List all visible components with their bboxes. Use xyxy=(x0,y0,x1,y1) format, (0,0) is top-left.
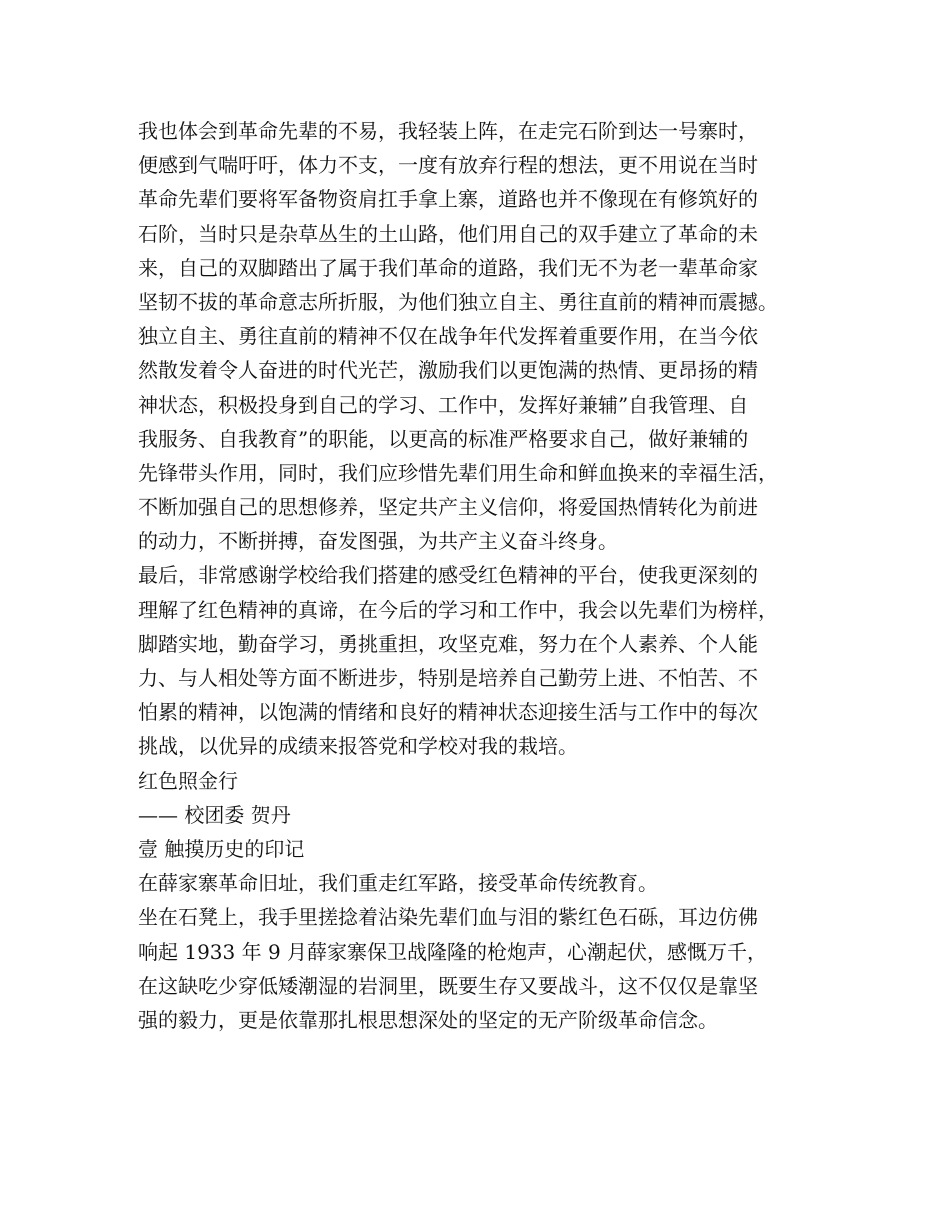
text-line: 响起 1933 年 9 月薛家寨保卫战隆隆的枪炮声，心潮起伏，感慨万千， xyxy=(138,939,768,964)
text-line: 的动力，不断拼搏，奋发图强，为共产主义奋斗终身。 xyxy=(138,529,618,554)
text-line: 在薛家寨革命旧址，我们重走红军路，接受革命传统教育。 xyxy=(138,871,658,896)
body-text xyxy=(138,114,838,1037)
text-line: 挑战，以优异的成绩来报答党和学校对我的栽培。 xyxy=(138,734,578,759)
text-line: 坚韧不拔的革命意志所折服，为他们独立自主、勇往直前的精神而震撼。 xyxy=(138,289,778,314)
text-line: 强的毅力，更是依靠那扎根思想深处的坚定的无产阶级革命信念。 xyxy=(138,1007,718,1032)
text-line: 革命先辈们要将军备物资肩扛手拿上寨，道路也并不像现在有修筑好的 xyxy=(138,187,758,212)
text-line: 坐在石凳上，我手里搓捻着沾染先辈们血与泪的紫红色石砾，耳边仿佛 xyxy=(138,905,758,930)
text-line: 独立自主、勇往直前的精神不仅在战争年代发挥着重要作用，在当今依 xyxy=(138,324,758,349)
text-line: 不断加强自己的思想修养，坚定共产主义信仰，将爱国热情转化为前进 xyxy=(138,495,758,520)
text-line: 然散发着令人奋进的时代光芒，激励我们以更饱满的热情、更昂扬的精 xyxy=(138,358,758,383)
text-line: 来，自己的双脚踏出了属于我们革命的道路，我们无不为老一辈革命家 xyxy=(138,255,758,280)
text-line: 石阶，当时只是杂草丛生的土山路，他们用自己的双手建立了革命的未 xyxy=(138,221,758,246)
text-line: 怕累的精神，以饱满的情绪和良好的精神状态迎接生活与工作中的每次 xyxy=(138,700,758,725)
subsection-heading: 壹 触摸历史的印记 xyxy=(138,836,305,861)
text-line: 理解了红色精神的真谛，在今后的学习和工作中，我会以先辈们为榜样， xyxy=(138,597,778,622)
text-line: 最后，非常感谢学校给我们搭建的感受红色精神的平台，使我更深刻的 xyxy=(138,563,758,588)
section-title: 红色照金行 xyxy=(138,768,238,793)
text-line: 我服务、自我教育”的职能，以更高的标准严格要求自己，做好兼辅的 xyxy=(138,426,749,451)
text-line: 在这缺吃少穿低矮潮湿的岩洞里，既要生存又要战斗，这不仅仅是靠坚 xyxy=(138,973,758,998)
text-line: 力、与人相处等方面不断进步，特别是培养自己勤劳上进、不怕苦、不 xyxy=(138,666,758,690)
author-line: —— 校团委 贺丹 xyxy=(138,802,291,827)
text-line: 我也体会到革命先辈的不易，我轻装上阵，在走完石阶到达一号寨时， xyxy=(138,119,758,143)
text-line: 神状态，积极投身到自己的学习、工作中，发挥好兼辅”自我管理、自 xyxy=(138,392,749,417)
text-line: 先锋带头作用，同时，我们应珍惜先辈们用生命和鲜血换来的幸福生活， xyxy=(138,460,778,485)
text-line: 便感到气喘吁吁，体力不支，一度有放弃行程的想法，更不用说在当时 xyxy=(138,153,758,178)
text-line: 脚踏实地，勤奋学习，勇挑重担，攻坚克难，努力在个人素养、个人能 xyxy=(138,631,758,656)
